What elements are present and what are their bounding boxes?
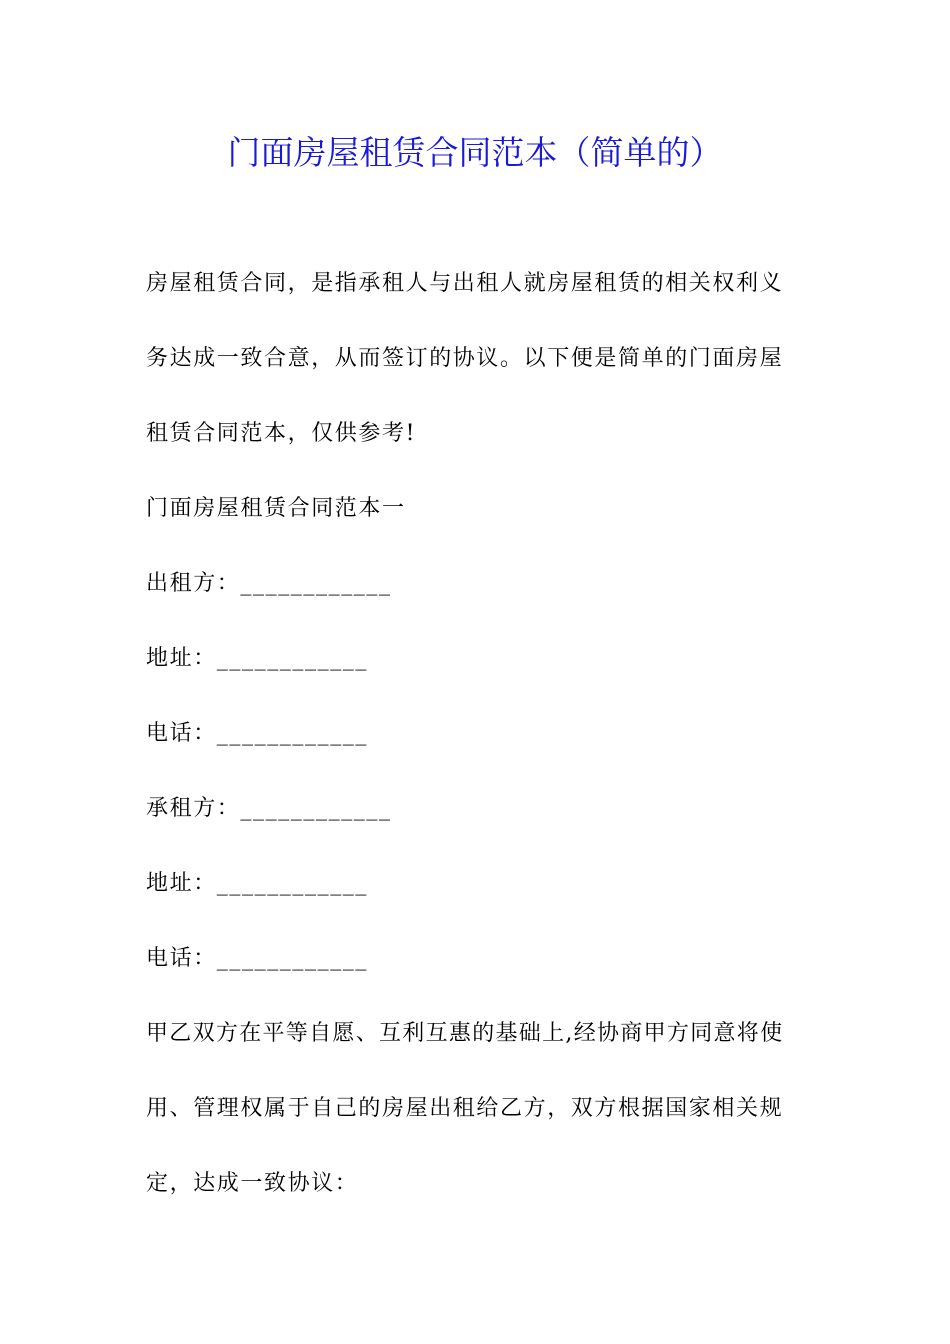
section-heading: 门面房屋租赁合同范本一 (146, 496, 406, 521)
intro-line-1: 房屋租赁合同，是指承租人与出租人就房屋租赁的相关权利义 (146, 271, 784, 296)
document-title: 门面房屋租赁合同范本（简单的） (227, 133, 723, 172)
intro-line-2: 务达成一致合意，从而签订的协议。以下便是简单的门面房屋 (146, 346, 784, 371)
intro-line-3: 租赁合同范本，仅供参考! (146, 421, 417, 446)
lessor-address-field: 地址：____________ (146, 646, 369, 671)
lessee-name-field: 承租方：____________ (146, 796, 392, 821)
lessor-phone-field: 电话：____________ (146, 721, 369, 746)
lessor-name-field: 出租方：____________ (146, 571, 392, 596)
agreement-line-3: 定，达成一致协议： (146, 1171, 359, 1196)
agreement-line-2: 用、管理权属于自己的房屋出租给乙方，双方根据国家相关规 (146, 1096, 784, 1121)
lessee-phone-field: 电话：____________ (146, 946, 369, 971)
lessee-address-field: 地址：____________ (146, 871, 369, 896)
agreement-line-1: 甲乙双方在平等自愿、互利互惠的基础上,经协商甲方同意将使 (146, 1021, 784, 1046)
